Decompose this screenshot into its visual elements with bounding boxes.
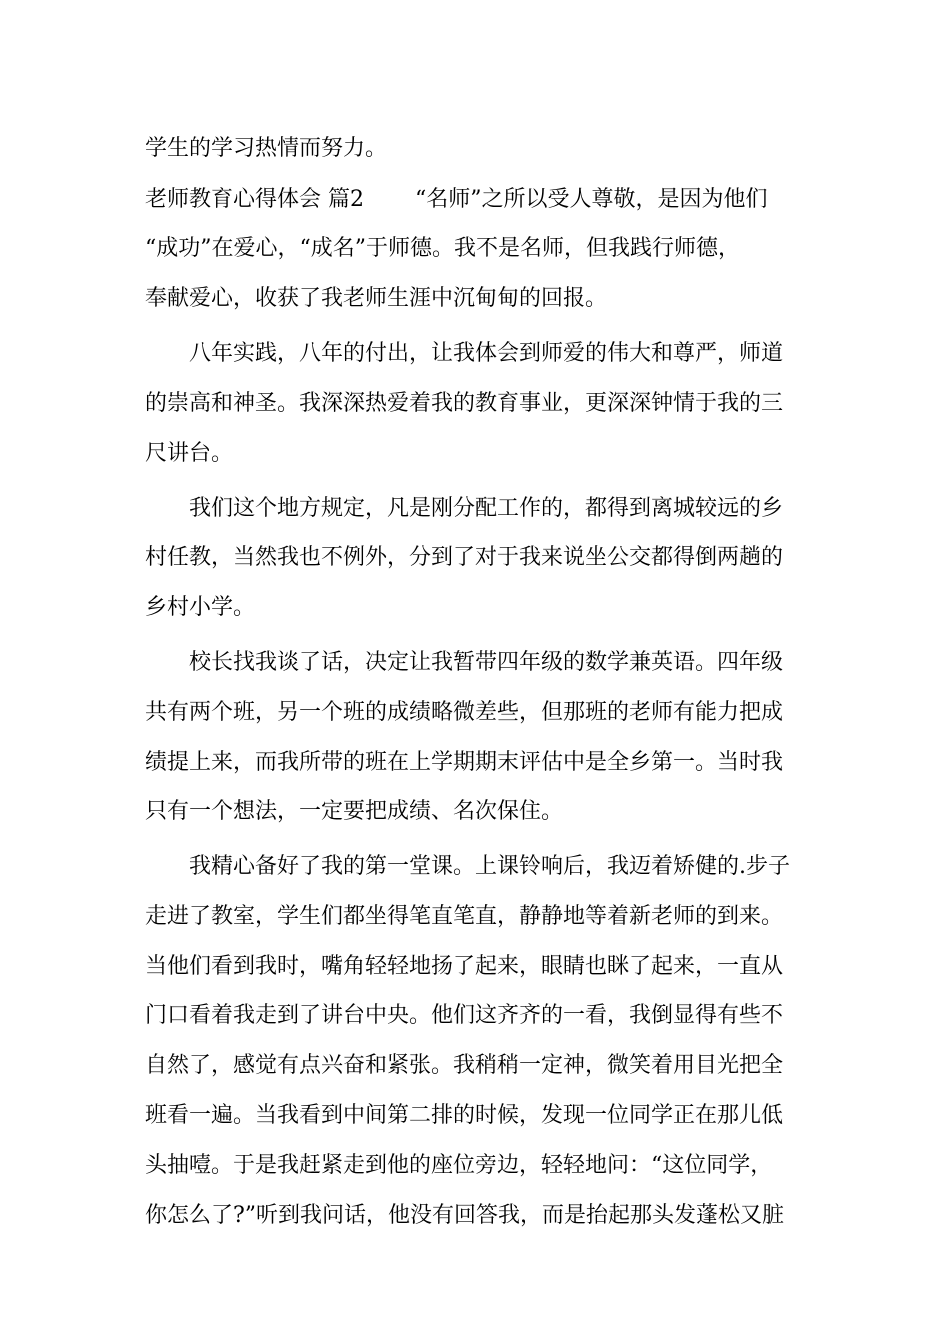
text-line: 头抽噎。于是我赶紧走到他的座位旁边，轻轻地问：“这位同学，	[145, 1153, 773, 1178]
text-line: 八年实践，八年的付出，让我体会到师爱的伟大和尊严，师道	[145, 341, 784, 366]
text-line: “成功”在爱心，“成名”于师德。我不是名师，但我践行师德，	[145, 236, 740, 261]
text-line: 班看一遍。当我看到中间第二排的时候，发现一位同学正在那儿低	[145, 1103, 784, 1128]
text-line: 学生的学习热情而努力。	[145, 136, 388, 161]
text-line: 校长找我谈了话，决定让我暂带四年级的数学兼英语。四年级	[145, 650, 784, 675]
text-line: 门口看着我走到了讲台中央。他们这齐齐的一看，我倒显得有些不	[145, 1003, 784, 1028]
text-line: 共有两个班，另一个班的成绩略微差些，但那班的老师有能力把成	[145, 700, 784, 725]
text-line: 的崇高和神圣。我深深热爱着我的教育事业，更深深钟情于我的三	[145, 391, 784, 416]
section-heading-line: 老师教育心得体会 篇2 “名师”之所以受人尊敬，是因为他们	[145, 187, 768, 212]
text-line: 只有一个想法，一定要把成绩、名次保住。	[145, 799, 564, 824]
text-line: 村任教，当然我也不例外，分到了对于我来说坐公交都得倒两趟的	[145, 545, 784, 570]
text-line: 当他们看到我时，嘴角轻轻地扬了起来，眼睛也眯了起来，一直从	[145, 954, 784, 979]
text-line: 你怎么了?”听到我问话，他没有回答我，而是抬起那头发蓬松又脏	[145, 1203, 785, 1228]
text-line: 奉献爱心，收获了我老师生涯中沉甸甸的回报。	[145, 286, 608, 311]
text-line: 自然了，感觉有点兴奋和紧张。我稍稍一定神，微笑着用目光把全	[145, 1053, 784, 1078]
text-line: 乡村小学。	[145, 595, 256, 620]
text-line: 尺讲台。	[145, 441, 234, 466]
text-line: 我精心备好了我的第一堂课。上课铃响后，我迈着矫健的.步子	[145, 854, 790, 879]
text-line: 绩提上来，而我所带的班在上学期期末评估中是全乡第一。当时我	[145, 750, 784, 775]
text-line: 我们这个地方规定，凡是刚分配工作的，都得到离城较远的乡	[145, 496, 784, 521]
text-line: 走进了教室，学生们都坐得笔直笔直，静静地等着新老师的到来。	[145, 904, 784, 929]
